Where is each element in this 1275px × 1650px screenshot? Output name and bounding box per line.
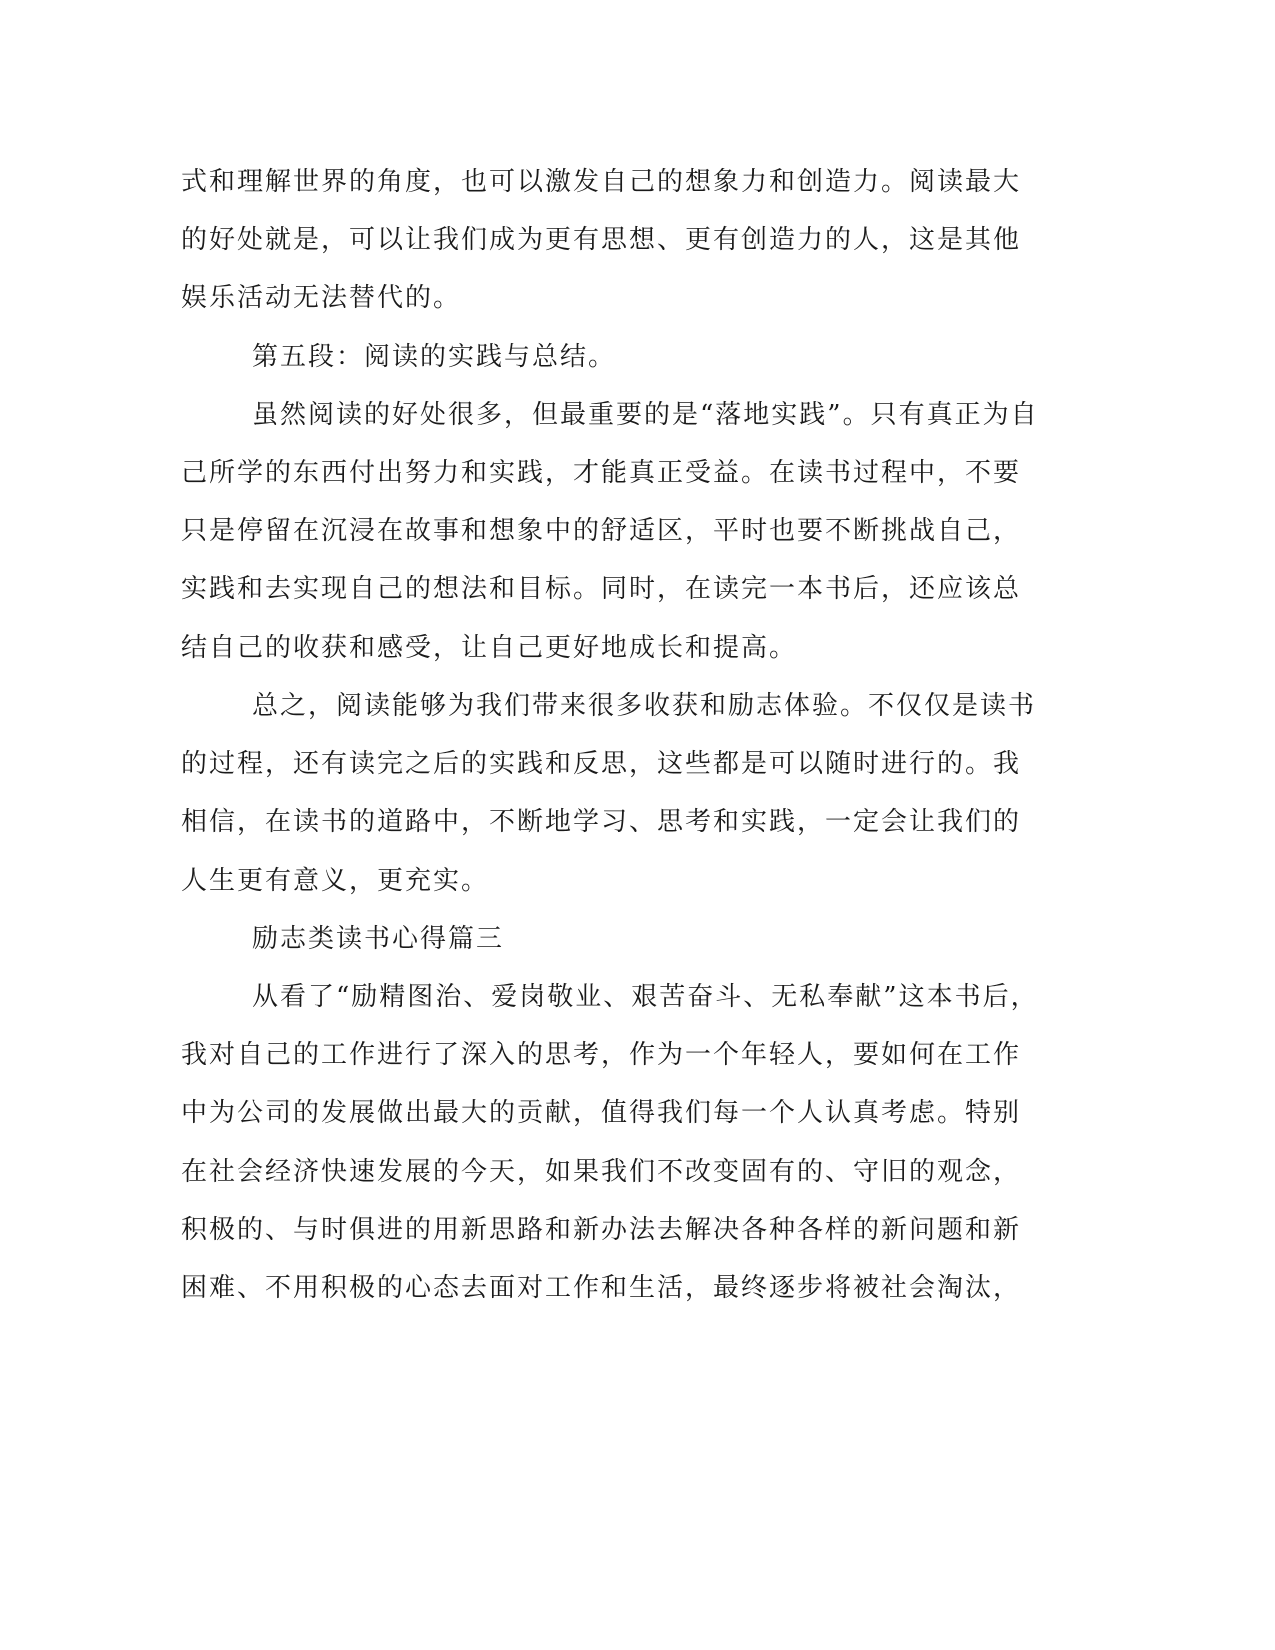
text-line: [0, 744, 1275, 784]
text-line: [0, 977, 1275, 1017]
line-text: 积极的、与时俱进的用新思路和新办法去解决各种各样的新问题和新: [181, 1215, 1022, 1245]
text-line: [0, 162, 1275, 202]
text-line: [0, 1152, 1275, 1192]
line-text: 只是停留在沉浸在故事和想象中的舒适区，平时也要不断挑战自己，: [181, 516, 1022, 546]
line-text: 人生更有意义，更充实。: [181, 866, 490, 896]
section-heading: [0, 919, 1275, 959]
section-heading: [0, 337, 1275, 377]
text-line: [0, 802, 1275, 842]
line-text: 实践和去实现自己的想法和目标。同时，在读完一本书后，还应该总: [181, 574, 1022, 604]
line-text: 我对自己的工作进行了深入的思考，作为一个年轻人，要如何在工作: [181, 1040, 1022, 1070]
line-text: 娱乐活动无法替代的。: [181, 283, 462, 313]
text-line: [0, 861, 1275, 901]
text-line: [0, 453, 1275, 493]
text-line: [0, 511, 1275, 551]
line-text: 在社会经济快速发展的今天，如果我们不改变固有的、守旧的观念，: [181, 1157, 1022, 1187]
section-heading-text: 励志类读书心得篇三: [252, 924, 505, 954]
line-text: 相信，在读书的道路中，不断地学习、思考和实践，一定会让我们的: [181, 807, 1022, 837]
text-line: [0, 395, 1275, 435]
line-text: 的好处就是，可以让我们成为更有思想、更有创造力的人，这是其他: [181, 225, 1022, 255]
line-text: 式和理解世界的角度，也可以激发自己的想象力和创造力。阅读最大: [181, 167, 1022, 197]
text-line: [0, 220, 1275, 260]
text-line: [0, 1093, 1275, 1133]
line-text: 中为公司的发展做出最大的贡献，值得我们每一个人认真考虑。特别: [181, 1098, 1022, 1128]
text-line: [0, 686, 1275, 726]
text-line: [0, 1035, 1275, 1075]
section-heading-text: 第五段：阅读的实践与总结。: [252, 342, 617, 372]
text-line: [0, 1210, 1275, 1250]
text-line: [0, 1268, 1275, 1308]
line-text: 结自己的收获和感受，让自己更好地成长和提高。: [181, 633, 798, 663]
text-line: [0, 278, 1275, 318]
line-text: 从看了“励精图治、爱岗敬业、艰苦奋斗、无私奉献”这本书后，: [252, 982, 1039, 1012]
text-line: [0, 628, 1275, 668]
line-text: 困难、不用积极的心态去面对工作和生活，最终逐步将被社会淘汰，: [181, 1273, 1022, 1303]
line-text: 己所学的东西付出努力和实践，才能真正受益。在读书过程中，不要: [181, 458, 1022, 488]
text-line: [0, 569, 1275, 609]
line-text: 的过程，还有读完之后的实践和反思，这些都是可以随时进行的。我: [181, 749, 1022, 779]
line-text: 总之，阅读能够为我们带来很多收获和励志体验。不仅仅是读书: [252, 691, 1037, 721]
line-text: 虽然阅读的好处很多，但最重要的是“落地实践”。只有真正为自: [252, 400, 1039, 430]
